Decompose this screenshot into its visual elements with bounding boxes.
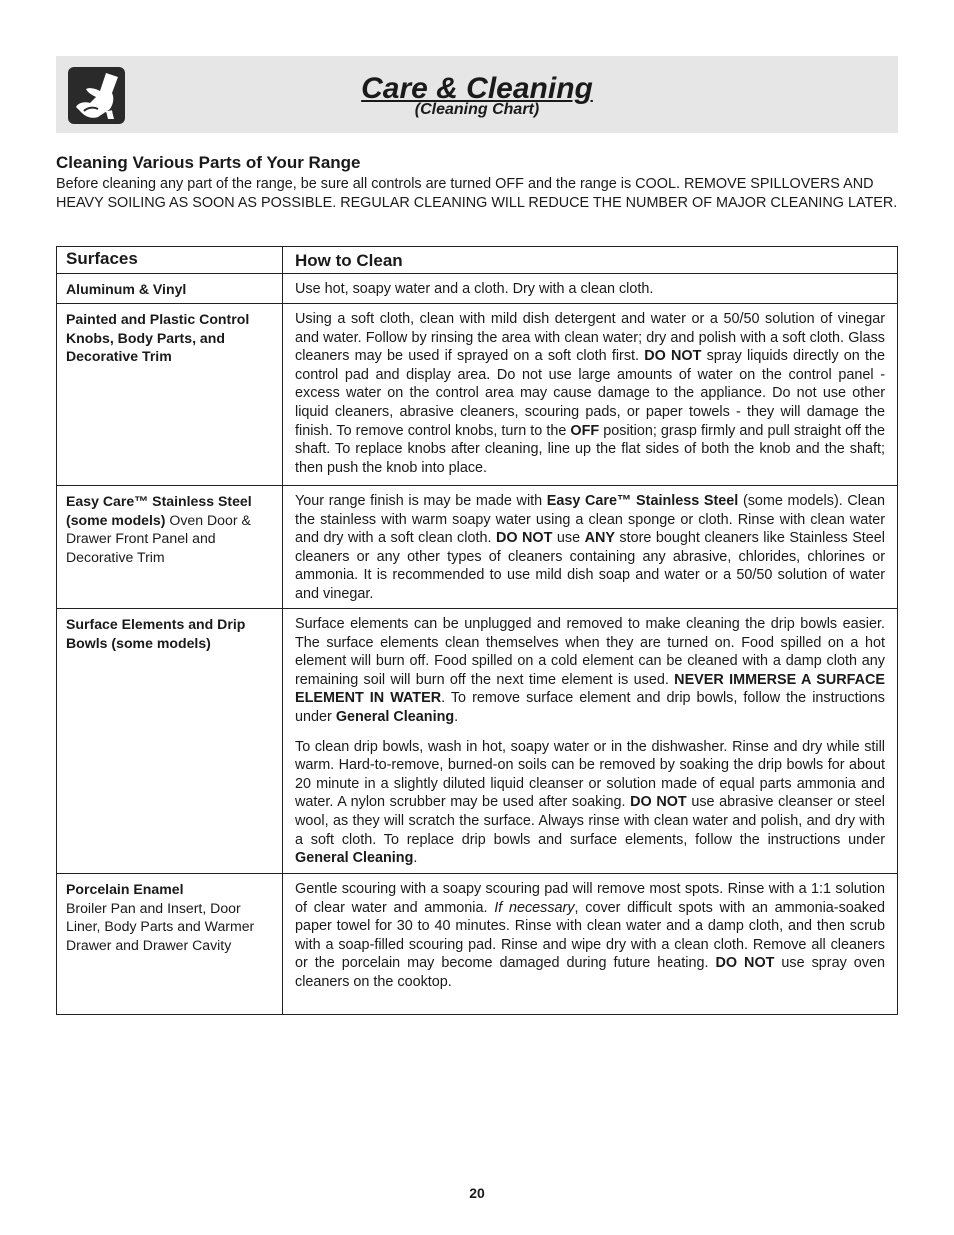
- table-header-row: [57, 247, 898, 274]
- column-header-how-to-clean: How to Clean: [283, 247, 898, 274]
- how-text: Surface elements can be unplugged and removed to make cleaning the drip bowls easier. The surface elements clean themselves when they are turned on. Food spilled on a hot element will burn off. Food spilled on a cold element can be cleaned with a damp cloth any remaining soil will burn off the next time element is used.: [295, 616, 885, 688]
- how-to-clean-cell: [283, 609, 898, 874]
- emphasis-text: OFF: [570, 422, 600, 439]
- how-text: Using a soft cloth, clean with mild dish detergent and water or a 50/50 solution of vinegar and water. Follow by rinsing the area with clean water; dry and polish with a soft cloth. Glass cleaners may be used if sprayed on a soft cloth first.: [295, 311, 885, 365]
- emphasis-text: ANY: [584, 530, 615, 547]
- how-text: , cover difficult spots with an ammonia-soaked paper towel for 30 to 40 minutes. Rinse with clean water and a damp cloth, and then scrub with a soap-filled scouring pad. Rinse and wipe dry with a clean cloth. Remove all cleaners or the porcelain may become damaged during future heating.: [295, 899, 885, 972]
- how-to-clean-cell: [283, 486, 898, 609]
- emphasis-text: DO NOT: [630, 794, 687, 811]
- how-text: Use hot, soapy water and a cloth. Dry with a clean cloth.: [295, 281, 654, 297]
- how-text: Gentle scouring with a soapy scouring pad will remove most spots. Rinse with a 1:1 solution of clear water and ammonia.: [295, 881, 885, 916]
- emphasis-text: NEVER IMMERSE A SURFACE ELEMENT IN WATER: [295, 671, 885, 707]
- surface-cell: [57, 609, 283, 874]
- how-text: .: [413, 850, 418, 867]
- emphasis-text: DO NOT: [715, 955, 775, 972]
- how-to-clean-cell: [283, 274, 898, 304]
- how-text: use spray oven cleaners on the cooktop.: [295, 955, 885, 990]
- how-text: To clean drip bowls, wash in hot, soapy water or in the dishwasher. Rinse and dry while still warm. Hard-to-remove, burned-on soils can be removed by soaking the drip bowls for about 20 minute in a slightly diluted liquid cleanser or solution made of equal parts ammonia and water. A nylon scrubber may be used after soaking.: [295, 738, 885, 811]
- surface-detail: Broiler Pan and Insert, Door Liner, Body Parts and Warmer Drawer and Drawer Cavity: [66, 899, 255, 953]
- surface-name: Easy Care™ Stainless Steel (some models): [66, 493, 252, 528]
- surface-name: Porcelain Enamel: [66, 881, 184, 897]
- page-number: 20: [469, 1185, 485, 1201]
- cleaning-chart-table: [56, 246, 898, 1015]
- column-header-surfaces: Surfaces: [57, 247, 283, 274]
- how-text: position; grasp firmly and pull straight off the shaft. To replace knobs after cleaning, line up the flat sides of both the knob and the shaft; then push the knob into place.: [295, 422, 885, 476]
- page-title: Care & Cleaning: [361, 72, 593, 105]
- how-to-clean-cell: [283, 874, 898, 1015]
- surface-detail: Oven Door & Drawer Front Panel and Decorative Trim: [66, 511, 251, 565]
- how-paragraph: [295, 615, 885, 727]
- surface-name: Surface Elements and Drip Bowls (some models): [66, 616, 246, 651]
- how-text: .: [454, 708, 459, 725]
- table-row: [57, 874, 898, 1015]
- table-row: [57, 609, 898, 874]
- surface-cell: [57, 274, 283, 304]
- how-text: use: [552, 530, 585, 547]
- emphasis-text: If necessary: [494, 899, 575, 916]
- surface-cell: [57, 874, 283, 1015]
- table-row: [57, 486, 898, 609]
- section-heading: Cleaning Various Parts of Your Range: [56, 153, 361, 172]
- surface-cell: [57, 304, 283, 486]
- table-row: [57, 274, 898, 304]
- how-text: (some models). Clean the stainless with warm soapy water using a clean sponge or cloth. Rinse with clean water and dry with a soft clean cloth.: [295, 493, 885, 547]
- emphasis-text: General Cleaning: [295, 850, 414, 867]
- how-text: spray liquids directly on the control pad and display area. Do not use large amounts of water on the control panel - excess water on the control area may cause damage to the appliance. Do not use other liquid cleaners, abrasive cleaners, scouring pads, or paper towels - they will damage the finish. To remove control knobs, turn to the: [295, 348, 885, 439]
- surface-name: Aluminum & Vinyl: [66, 281, 187, 297]
- how-text: . To remove surface element and drip bowls, follow the instructions under: [295, 690, 885, 725]
- table-row: [57, 304, 898, 486]
- how-text: store bought cleaners like Stainless Steel cleaners or any other types of cleaners containing any abrasive, chlorides, chlorines or ammonia. It is recommended to use mild dish soap and water or a 50/50 solution of water and vinegar.: [295, 530, 886, 602]
- page-subtitle: (Cleaning Chart): [414, 101, 540, 118]
- emphasis-text: Easy Care™ Stainless Steel: [546, 493, 739, 509]
- emphasis-text: DO NOT: [644, 348, 702, 365]
- how-text: use abrasive cleanser or steel wool, as they will scratch the surface. Always rinse with clean water and polish, and dry with a soft cloth. To replace drip bowls and surface elements, follow the instructions under: [295, 794, 885, 848]
- header-band: [56, 56, 898, 133]
- how-text: Your range finish is may be made with: [295, 493, 547, 509]
- intro-paragraph: Before cleaning any part of the range, be sure all controls are turned OFF and the range is COOL. REMOVE SPILLOVERS AND HEAVY SOILING AS SOON AS POSSIBLE. REGULAR CLEANING WILL REDUCE THE NUMBER OF MAJOR CLEANING LATER.: [56, 176, 898, 211]
- how-to-clean-cell: [283, 304, 898, 486]
- emphasis-text: General Cleaning: [335, 708, 455, 725]
- how-paragraph: [295, 738, 885, 868]
- surface-name: Painted and Plastic Control Knobs, Body Parts, and Decorative Trim: [66, 311, 250, 365]
- emphasis-text: DO NOT: [495, 530, 553, 547]
- surface-cell: [57, 486, 283, 609]
